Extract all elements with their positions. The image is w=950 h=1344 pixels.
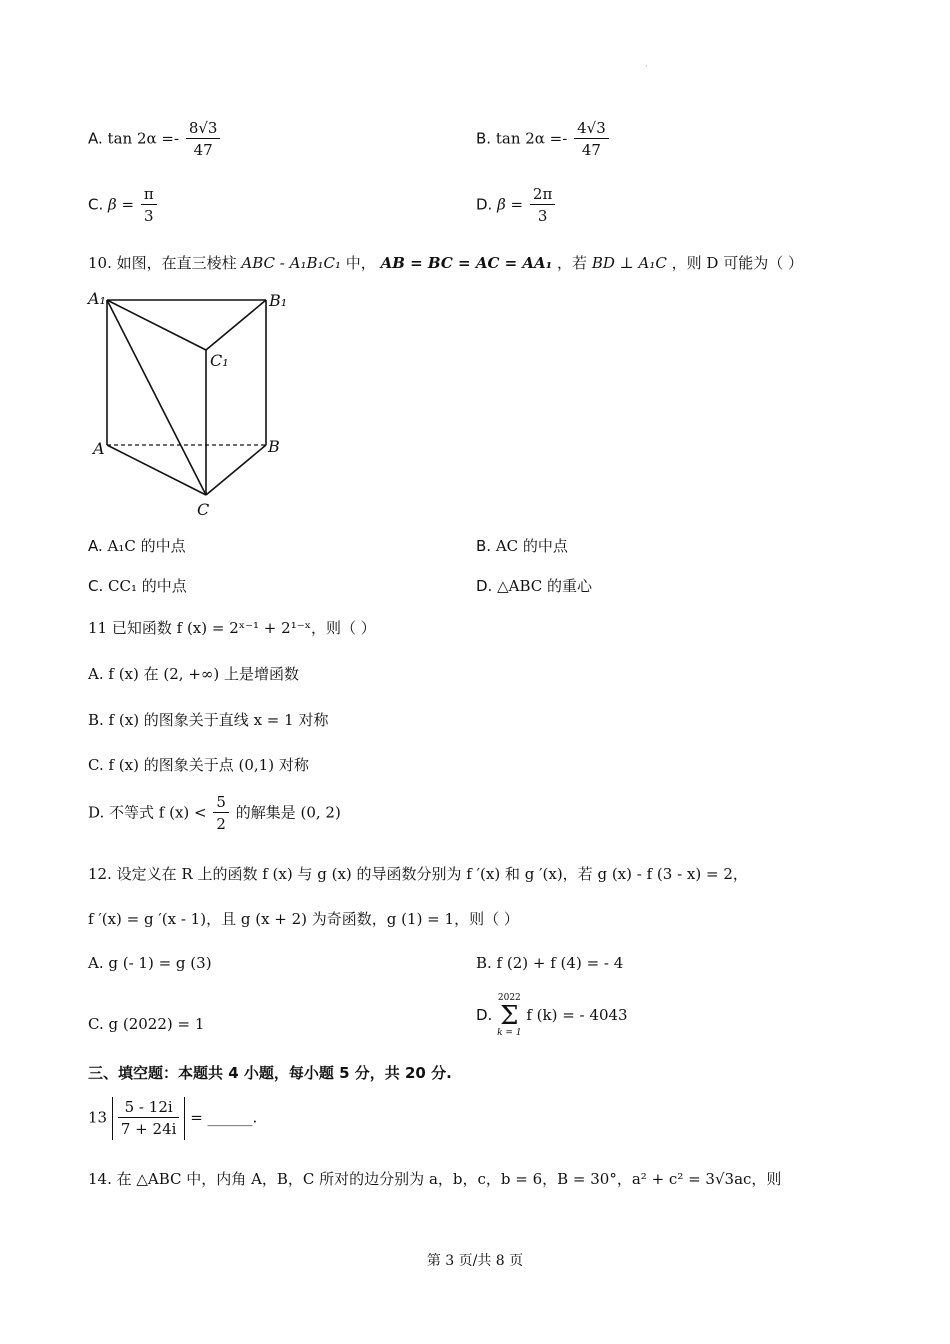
q9-c-fraction: $\frac{\pi}{3}$	[141, 184, 157, 227]
q12-option-b: B. f (2) + f (4) = - 4	[476, 954, 624, 972]
q10-option-c: C. CC₁ 的中点	[88, 577, 187, 595]
q13: 13 $\frac{5 - 12i}{7 + 24i}$ = ______.	[88, 1098, 258, 1138]
q9-option-a: A. tan 2α =- $\frac{8√3}{47}$	[88, 118, 222, 161]
q9-b-fraction: $\frac{4√3}{47}$	[574, 118, 609, 161]
summation-symbol: 2022 Σ k = 1	[497, 993, 522, 1038]
edge-ac	[107, 445, 206, 495]
q11-stem: 11 已知函数 f (x) = 2ˣ⁻¹ + 2¹⁻ˣ，则（ ）	[88, 619, 376, 637]
q12-stem-line2: f ′(x) = g ′(x - 1)，且 g (x + 2) 为奇函数，g (1) = 1，则（ ）	[88, 910, 519, 928]
corner-mark: ·	[645, 62, 648, 71]
q12-option-a: A. g (- 1) = g (3)	[88, 954, 212, 972]
q10-option-b: B. AC 的中点	[476, 537, 568, 555]
q11-option-b: B. f (x) 的图象关于直线 x = 1 对称	[88, 711, 329, 729]
edge-bc	[206, 445, 266, 495]
q11-option-d: D. 不等式 f (x) < $\frac{5}{2}$ 的解集是 (0, 2)	[88, 793, 341, 833]
label-b1: B₁	[269, 291, 288, 310]
section-title: 三、填空题：本题共 4 小题，每小题 5 分，共 20 分.	[88, 1064, 452, 1082]
label-b: B	[268, 437, 280, 456]
abs-bars	[112, 1097, 186, 1140]
prism-figure	[85, 282, 305, 522]
q12-option-c: C. g (2022) = 1	[88, 1015, 205, 1033]
edge-b1c1	[206, 300, 266, 350]
q9-a-fraction: $\frac{8√3}{47}$	[186, 118, 221, 161]
q13-fraction: $\frac{5 - 12i}{7 + 24i}$	[118, 1097, 180, 1140]
q9-option-c: C. β = $\frac{\pi}{3}$	[88, 184, 159, 227]
edge-a1c1	[107, 300, 206, 350]
q11-d-fraction: $\frac{5}{2}$	[213, 792, 229, 835]
q9-d-fraction: $\frac{2\pi}{3}$	[530, 184, 555, 227]
edge-a1c	[107, 300, 206, 495]
q14-stem: 14. 在 △ABC 中，内角 A，B，C 所对的边分别为 a，b，c，b = 6，B = 30°，a² + c² = 3√3ac，则	[88, 1170, 782, 1188]
q12-stem-line1: 12. 设定义在 R 上的函数 f (x) 与 g (x) 的导函数分别为 f ′(x) 和 g ′(x)，若 g (x) - f (3 - x) = 2，	[88, 865, 748, 883]
q11-option-c: C. f (x) 的图象关于点 (0,1) 对称	[88, 756, 309, 774]
q10-stem: 10. 如图，在直三棱柱 ABC - A₁B₁C₁ 中， AB = BC = AC = AA₁ ，若 BD ⊥ A₁C ，则 D 可能为（ ）	[88, 254, 803, 272]
label-a: A	[93, 439, 105, 458]
label-c: C	[197, 500, 210, 519]
label-a1: A₁	[88, 289, 106, 308]
q11-option-a: A. f (x) 在 (2, +∞) 上是增函数	[88, 665, 300, 683]
page-footer: 第 3 页/共 8 页	[426, 1253, 524, 1269]
q9-option-b: B. tan 2α =- $\frac{4√3}{47}$	[476, 118, 611, 161]
q12-option-d: D. 2022 Σ k = 1 f (k) = - 4043	[476, 993, 628, 1038]
q10-option-a: A. A₁C 的中点	[88, 537, 186, 555]
label-c1: C₁	[210, 351, 229, 370]
q10-option-d: D. △ABC 的重心	[476, 577, 593, 595]
q9-option-d: D. β = $\frac{2\pi}{3}$	[476, 184, 557, 227]
